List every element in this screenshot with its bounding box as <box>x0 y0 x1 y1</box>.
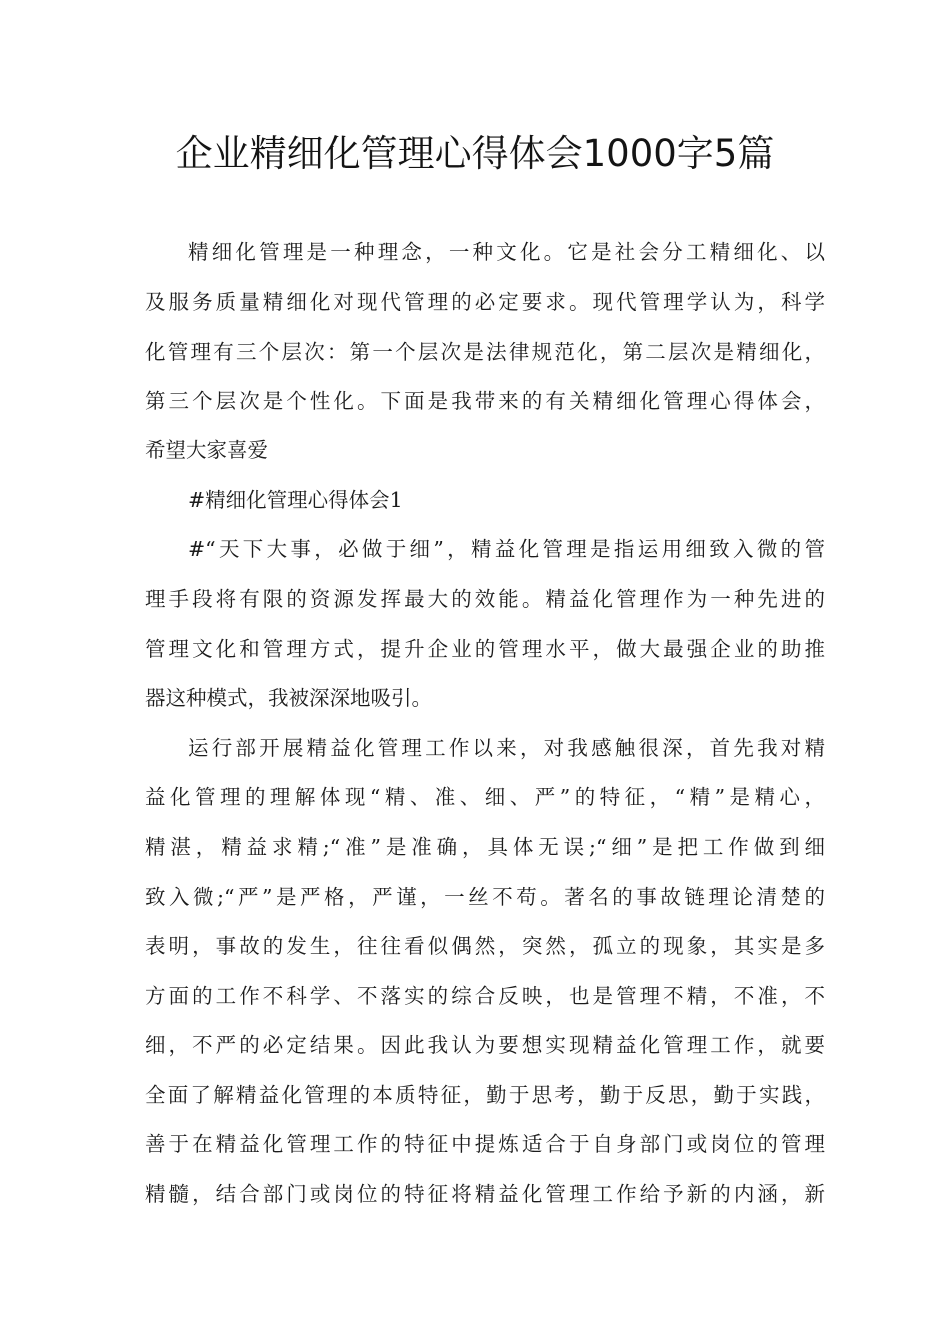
paragraph-line: 方面的工作不科学、不落实的综合反映，也是管理不精，不准，不 <box>145 984 825 1008</box>
paragraph-line: 益化管理的理解体现“精、准、细、严”的特征，“精”是精心， <box>145 785 825 809</box>
paragraph-line: 运行部开展精益化管理工作以来，对我感触很深，首先我对精 <box>188 736 825 760</box>
section-heading: #精细化管理心得体会1 <box>188 488 403 512</box>
paragraph-line: 全面了解精益化管理的本质特征，勤于思考，勤于反思，勤于实践， <box>145 1083 825 1107</box>
paragraph-line: 第三个层次是个性化。下面是我带来的有关精细化管理心得体会， <box>145 389 825 413</box>
document-title: 企业精细化管理心得体会1000字5篇 <box>175 132 775 175</box>
paragraph-line: 器这种模式，我被深深地吸引。 <box>145 686 432 710</box>
paragraph-line: 及服务质量精细化对现代管理的必定要求。现代管理学认为，科学 <box>145 290 825 314</box>
paragraph-line: 精湛，精益求精;“准”是准确，具体无误;“细”是把工作做到细 <box>145 835 825 859</box>
paragraph-line: 化管理有三个层次：第一个层次是法律规范化，第二层次是精细化， <box>145 340 825 364</box>
paragraph-line: 表明，事故的发生，往往看似偶然，突然，孤立的现象，其实是多 <box>145 934 825 958</box>
paragraph-line: #“天下大事，必做于细”，精益化管理是指运用细致入微的管 <box>188 537 825 561</box>
paragraph-line: 细，不严的必定结果。因此我认为要想实现精益化管理工作，就要 <box>145 1033 825 1057</box>
paragraph-line: 致入微;“严”是严格，严谨，一丝不苟。著名的事故链理论清楚的 <box>145 885 825 909</box>
paragraph-line: 精髓，结合部门或岗位的特征将精益化管理工作给予新的内涵，新 <box>145 1182 825 1206</box>
paragraph-line: 希望大家喜爱 <box>145 438 268 462</box>
paragraph-line: 善于在精益化管理工作的特征中提炼适合于自身部门或岗位的管理 <box>145 1132 825 1156</box>
paragraph-line: 精细化管理是一种理念，一种文化。它是社会分工精细化、以 <box>188 240 825 264</box>
paragraph-line: 管理文化和管理方式，提升企业的管理水平，做大最强企业的助推 <box>145 637 825 661</box>
paragraph-line: 理手段将有限的资源发挥最大的效能。精益化管理作为一种先进的 <box>145 587 825 611</box>
